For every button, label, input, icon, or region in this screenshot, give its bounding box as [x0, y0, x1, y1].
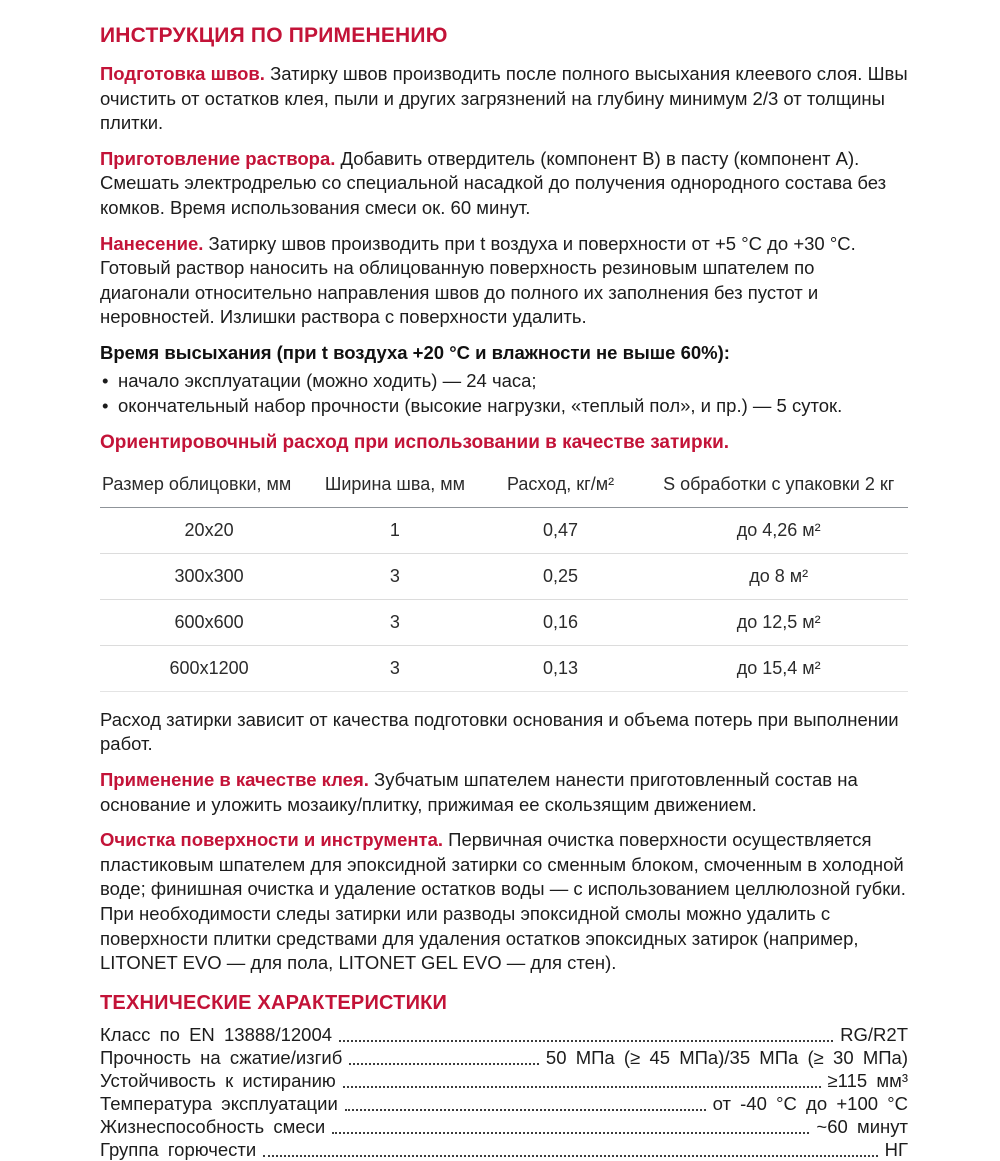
drying-time-list — [100, 368, 908, 418]
spec-row-class — [100, 1023, 908, 1046]
text-cleaning: Первичная очистка поверхности осуществляется пластиковым шпателем для эпоксидной затирки со сменным блоком, смоченным в холодной воде; финишная очистка и удаление остатков воды — с использованием целлюлозной губки. При необходимости следы затирки или разводы эпоксидной смолы можно удалить с поверхности плитки средствами для удаления остатков эпоксидных затирок (например, LITONET EVO — для пола, LITONET GEL EVO — для стен). — [100, 829, 906, 974]
dotted-leader — [345, 1109, 706, 1111]
drying-bullet-1: • начало эксплуатации (можно ходить) — 24 часа; — [100, 368, 908, 393]
spec-value: от -40 °C до +100 °C — [712, 1092, 908, 1114]
lead-cleaning: Очистка поверхности и инструмента. — [100, 829, 444, 851]
table-row — [100, 553, 908, 599]
cell-tile-size: 20x20 — [100, 507, 318, 553]
cell-coverage: до 4,26 м² — [649, 507, 908, 553]
dotted-leader — [332, 1132, 809, 1134]
cell-consumption: 0,16 — [472, 599, 650, 645]
cell-joint-width: 3 — [318, 553, 472, 599]
col-header-tile-size: Размер облицовки, мм — [100, 466, 318, 508]
spec-label: Группа горючести — [100, 1138, 257, 1160]
lead-mix-preparation: Приготовление раствора. — [100, 147, 336, 169]
text-adhesive-use: Зубчатым шпателем нанести приготовленный состав на основание и уложить мозаику/плитку, прижимая ее скользящим движением. — [100, 769, 858, 815]
tech-specs-list — [100, 1023, 908, 1161]
spec-value: 50 МПа (≥ 45 МПа)/35 МПа (≥ 30 МПа) — [545, 1046, 908, 1068]
spec-value: RG/R2T — [840, 1023, 908, 1045]
spec-row-temperature — [100, 1092, 908, 1115]
cell-tile-size: 300x300 — [100, 553, 318, 599]
tech-specs-heading: ТЕХНИЧЕСКИЕ ХАРАКТЕРИСТИКИ — [100, 991, 448, 1014]
spec-row-pot-life — [100, 1115, 908, 1138]
cell-coverage: до 15,4 м² — [649, 645, 908, 691]
lead-application: Нанесение. — [100, 232, 204, 254]
cell-tile-size: 600x1200 — [100, 645, 318, 691]
table-row — [100, 599, 908, 645]
paragraph-joint-preparation — [100, 62, 908, 136]
col-header-joint-width: Ширина шва, мм — [318, 466, 472, 508]
cell-consumption: 0,13 — [472, 645, 650, 691]
spec-row-flammability — [100, 1138, 908, 1161]
spec-row-strength — [100, 1046, 908, 1069]
table-row — [100, 507, 908, 553]
col-header-coverage: S обработки с упаковки 2 кг — [649, 466, 908, 508]
cell-tile-size: 600x600 — [100, 599, 318, 645]
col-header-consumption: Расход, кг/м² — [472, 466, 650, 508]
cell-consumption: 0,47 — [472, 507, 650, 553]
text-mix-preparation: Добавить отвердитель (компонент В) в пасту (компонент А). Смешать электродрелью со специальной насадкой до получения однородного состава без комков. Время использования смеси ок. 60 минут. — [100, 147, 887, 218]
cell-joint-width: 3 — [318, 599, 472, 645]
cell-joint-width: 1 — [318, 507, 472, 553]
cell-coverage: до 8 м² — [649, 553, 908, 599]
consumption-heading: Ориентировочный расход при использовании в качестве затирки. — [100, 431, 730, 453]
consumption-table-header — [100, 466, 908, 508]
paragraph-mix-preparation — [100, 147, 908, 221]
spec-value: НГ — [884, 1138, 908, 1160]
spec-value: ~60 минут — [816, 1115, 908, 1137]
text-joint-preparation: Затирку швов производить после полного высыхания клеевого слоя. Швы очистить от остатков клея, пыли и других загрязнений на глубину минимум 2/3 от толщины плитки. — [100, 63, 908, 134]
spec-label: Жизнеспособность смеси — [100, 1115, 326, 1137]
table-header-row — [100, 466, 908, 508]
lead-joint-preparation: Подготовка швов. — [100, 63, 265, 84]
dotted-leader — [349, 1063, 539, 1065]
dotted-leader — [339, 1040, 833, 1042]
paragraph-adhesive-use — [100, 768, 908, 817]
drying-bullet-2: • окончательный набор прочности (высокие нагрузки, «теплый пол», и пр.) — 5 суток. — [100, 393, 908, 418]
spec-label: Температура эксплуатации — [100, 1092, 338, 1114]
spec-row-abrasion — [100, 1069, 908, 1092]
cell-consumption: 0,25 — [472, 553, 650, 599]
doc-title: ИНСТРУКЦИЯ ПО ПРИМЕНЕНИЮ — [100, 24, 448, 47]
dotted-leader — [343, 1086, 821, 1088]
paragraph-application — [100, 232, 908, 330]
consumption-note: Расход затирки зависит от качества подготовки основания и объема потерь при выполнении работ. — [100, 708, 899, 755]
paragraph-cleaning — [100, 828, 908, 976]
dotted-leader — [263, 1155, 877, 1157]
text-application: Затирку швов производить при t воздуха и поверхности от +5 °C до +30 °C. Готовый раствор наносить на облицованную поверхность резиновым шпателем по диагонали относительно направления швов до полного их заполнения без пустот и неровностей. Излишки раствора с поверхности удалить. — [100, 232, 856, 328]
drying-time-heading: Время высыхания (при t воздуха +20 °C и влажности не выше 60%): — [100, 341, 730, 363]
table-row — [100, 645, 908, 691]
spec-label: Прочность на сжатие/изгиб — [100, 1046, 343, 1068]
cell-joint-width: 3 — [318, 645, 472, 691]
consumption-table — [100, 466, 908, 692]
drying-time-block — [100, 341, 908, 418]
spec-label: Устойчивость к истиранию — [100, 1069, 336, 1091]
spec-value: ≥115 мм³ — [827, 1069, 908, 1091]
spec-label: Класс по EN 13888/12004 — [100, 1023, 333, 1045]
cell-coverage: до 12,5 м² — [649, 599, 908, 645]
lead-adhesive-use: Применение в качестве клея. — [100, 769, 369, 791]
